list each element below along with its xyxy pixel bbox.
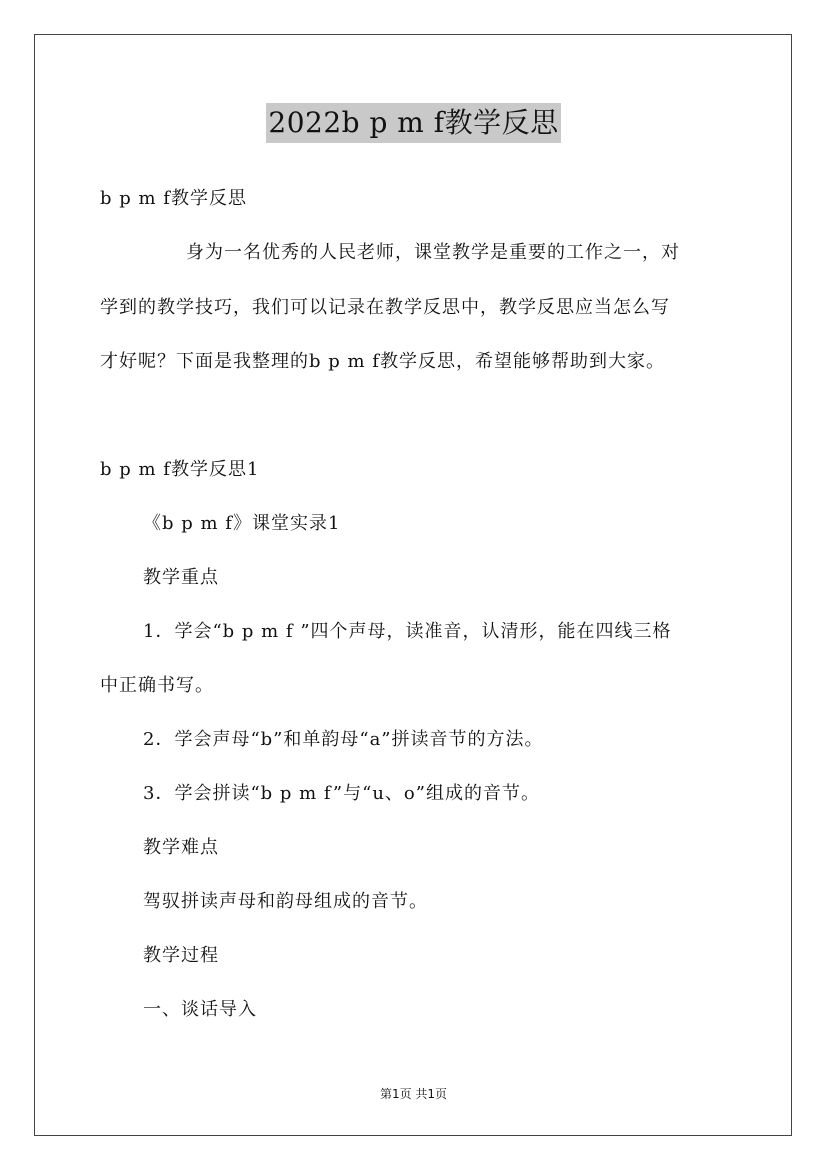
intro-line-1: 身为一名优秀的人民老师，课堂教学是重要的工作之一，对 (186, 242, 680, 263)
process-heading: 教学过程 (143, 945, 219, 966)
step-1: 一、谈话导入 (143, 999, 257, 1020)
point-2: 2．学会声母“b”和单韵母“a”拼读音节的方法。 (143, 729, 544, 750)
difficulty-text: 驾驭拼读声母和韵母组成的音节。 (143, 891, 428, 912)
record-title: 《b p m f》课堂实录1 (143, 513, 341, 534)
title-container (0, 103, 827, 143)
section-heading: b p m f教学反思1 (100, 459, 260, 480)
document-title: 2022b p m f教学反思 (266, 103, 560, 143)
point-3: 3．学会拼读“b p m f”与“u、o”组成的音节。 (143, 783, 540, 804)
point-1-line-1: 1．学会“b p m f ”四个声母，读准音，认清形，能在四线三格 (143, 621, 672, 642)
page-footer: 第1页 共1页 (379, 1087, 448, 1101)
intro-line-2: 学到的教学技巧，我们可以记录在教学反思中，教学反思应当怎么写 (100, 297, 670, 318)
intro-line-3: 才好呢？下面是我整理的b p m f教学反思，希望能够帮助到大家。 (100, 351, 665, 372)
point-1-line-2: 中正确书写。 (100, 675, 214, 696)
key-points-heading: 教学重点 (143, 567, 219, 588)
document-subtitle: b p m f教学反思 (100, 188, 247, 209)
difficulty-heading: 教学难点 (143, 837, 219, 858)
